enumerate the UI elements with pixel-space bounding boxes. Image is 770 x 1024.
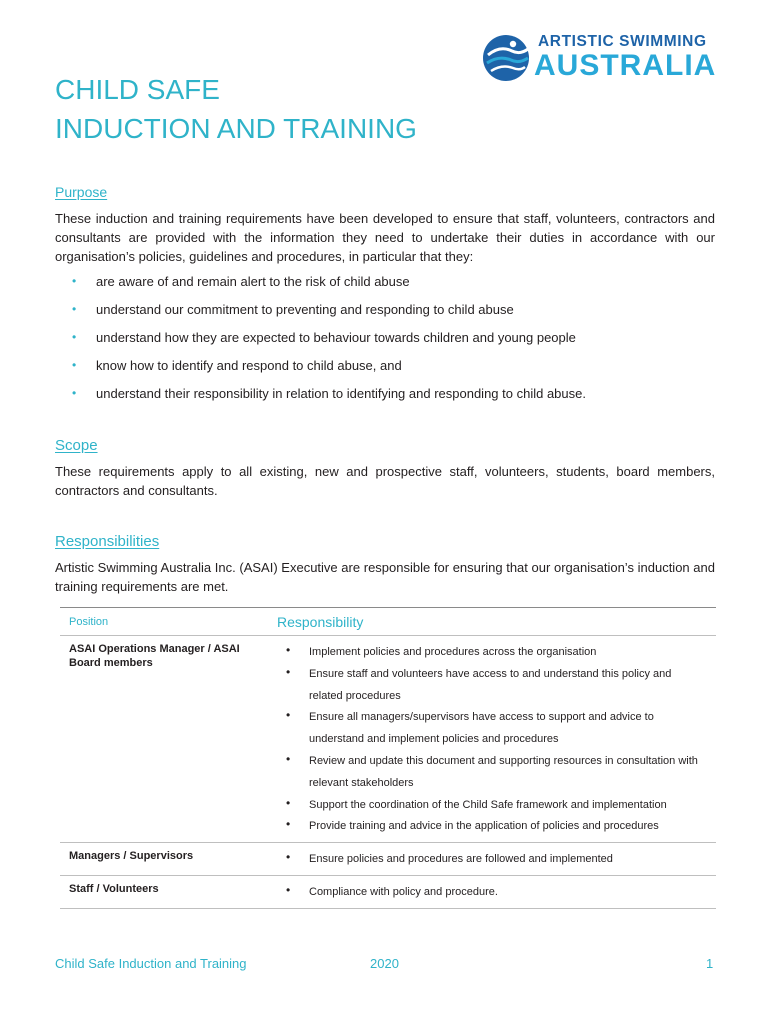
page-title-line-1: CHILD SAFE (55, 74, 220, 105)
responsibilities-heading: Responsibilities (55, 533, 160, 550)
responsibilities-text: Artistic Swimming Australia Inc. (ASAI) Executive are responsible for ensuring that our organisation’s induction and training requirements are met. (55, 560, 715, 594)
bullet-icon: • (72, 330, 77, 344)
footer-page-number: 1 (706, 956, 714, 971)
list-item: • Ensure all managers/supervisors have access to support and advice to understand and implement policies and procedures (278, 707, 716, 751)
position-cell: Managers / Supervisors (60, 843, 269, 876)
table-row (60, 636, 716, 843)
swimmer-logo-icon (482, 33, 532, 83)
table-header-row (60, 608, 716, 636)
responsibility-cell (269, 875, 716, 908)
purpose-bullet-list (68, 272, 586, 412)
column-header-position: Position (60, 608, 269, 636)
responsibility-cell (269, 843, 716, 876)
list-item-text: are aware of and remain alert to the risk of child abuse (96, 274, 410, 289)
list-item-text: understand how they are expected to behaviour towards children and young people (96, 330, 576, 345)
list-item: • Support the coordination of the Child Safe framework and implementation (278, 795, 716, 817)
logo-line-2: AUSTRALIA (534, 49, 717, 82)
list-item (68, 328, 586, 356)
purpose-heading: Purpose (55, 184, 108, 200)
list-item-text: know how to identify and respond to child abuse, and (96, 358, 402, 373)
page-title-line-2: INDUCTION AND TRAINING (55, 113, 417, 144)
list-item: • Implement policies and procedures across the organisation (278, 642, 716, 664)
list-item: • Ensure staff and volunteers have access to and understand this policy and related procedures (278, 664, 716, 708)
bullet-icon: • (72, 274, 77, 288)
table-row (60, 875, 716, 908)
scope-text: These requirements apply to all existing, new and prospective staff, volunteers, students, board members, contractors and consultants. (55, 464, 715, 498)
position-cell: ASAI Operations Manager / ASAI Board members (60, 636, 269, 843)
bullet-icon: • (72, 358, 77, 372)
list-item (68, 356, 586, 384)
column-header-responsibility: Responsibility (269, 608, 716, 636)
footer-year: 2020 (370, 956, 399, 971)
responsibility-cell (269, 636, 716, 843)
scope-heading: Scope (55, 437, 98, 454)
bullet-icon: • (72, 302, 77, 316)
position-cell: Staff / Volunteers (60, 875, 269, 908)
purpose-text: These induction and training requirements have been developed to ensure that staff, volunteers, contractors and consultants are provided with the information they need to undertake their duties in accordance with our organisation’s policies, guidelines and procedures, in particular that they: (55, 211, 715, 264)
logo (482, 33, 726, 83)
page-title (55, 70, 417, 148)
logo-line-1: ARTISTIC SWIMMING (538, 33, 707, 50)
list-item (68, 384, 586, 412)
responsibilities-table (60, 607, 716, 909)
list-item-text: understand our commitment to preventing and responding to child abuse (96, 302, 514, 317)
list-item (68, 300, 586, 328)
table-row (60, 843, 716, 876)
bullet-icon: • (72, 386, 77, 400)
list-item: • Review and update this document and supporting resources in consultation with relevant stakeholders (278, 751, 716, 795)
list-item: • Provide training and advice in the application of policies and procedures (278, 816, 716, 838)
list-item (68, 272, 586, 300)
list-item: • Compliance with policy and procedure. (278, 882, 716, 904)
list-item-text: understand their responsibility in relation to identifying and responding to child abuse. (96, 386, 586, 401)
list-item: • Ensure policies and procedures are followed and implemented (278, 849, 716, 871)
footer-title: Child Safe Induction and Training (55, 956, 247, 971)
